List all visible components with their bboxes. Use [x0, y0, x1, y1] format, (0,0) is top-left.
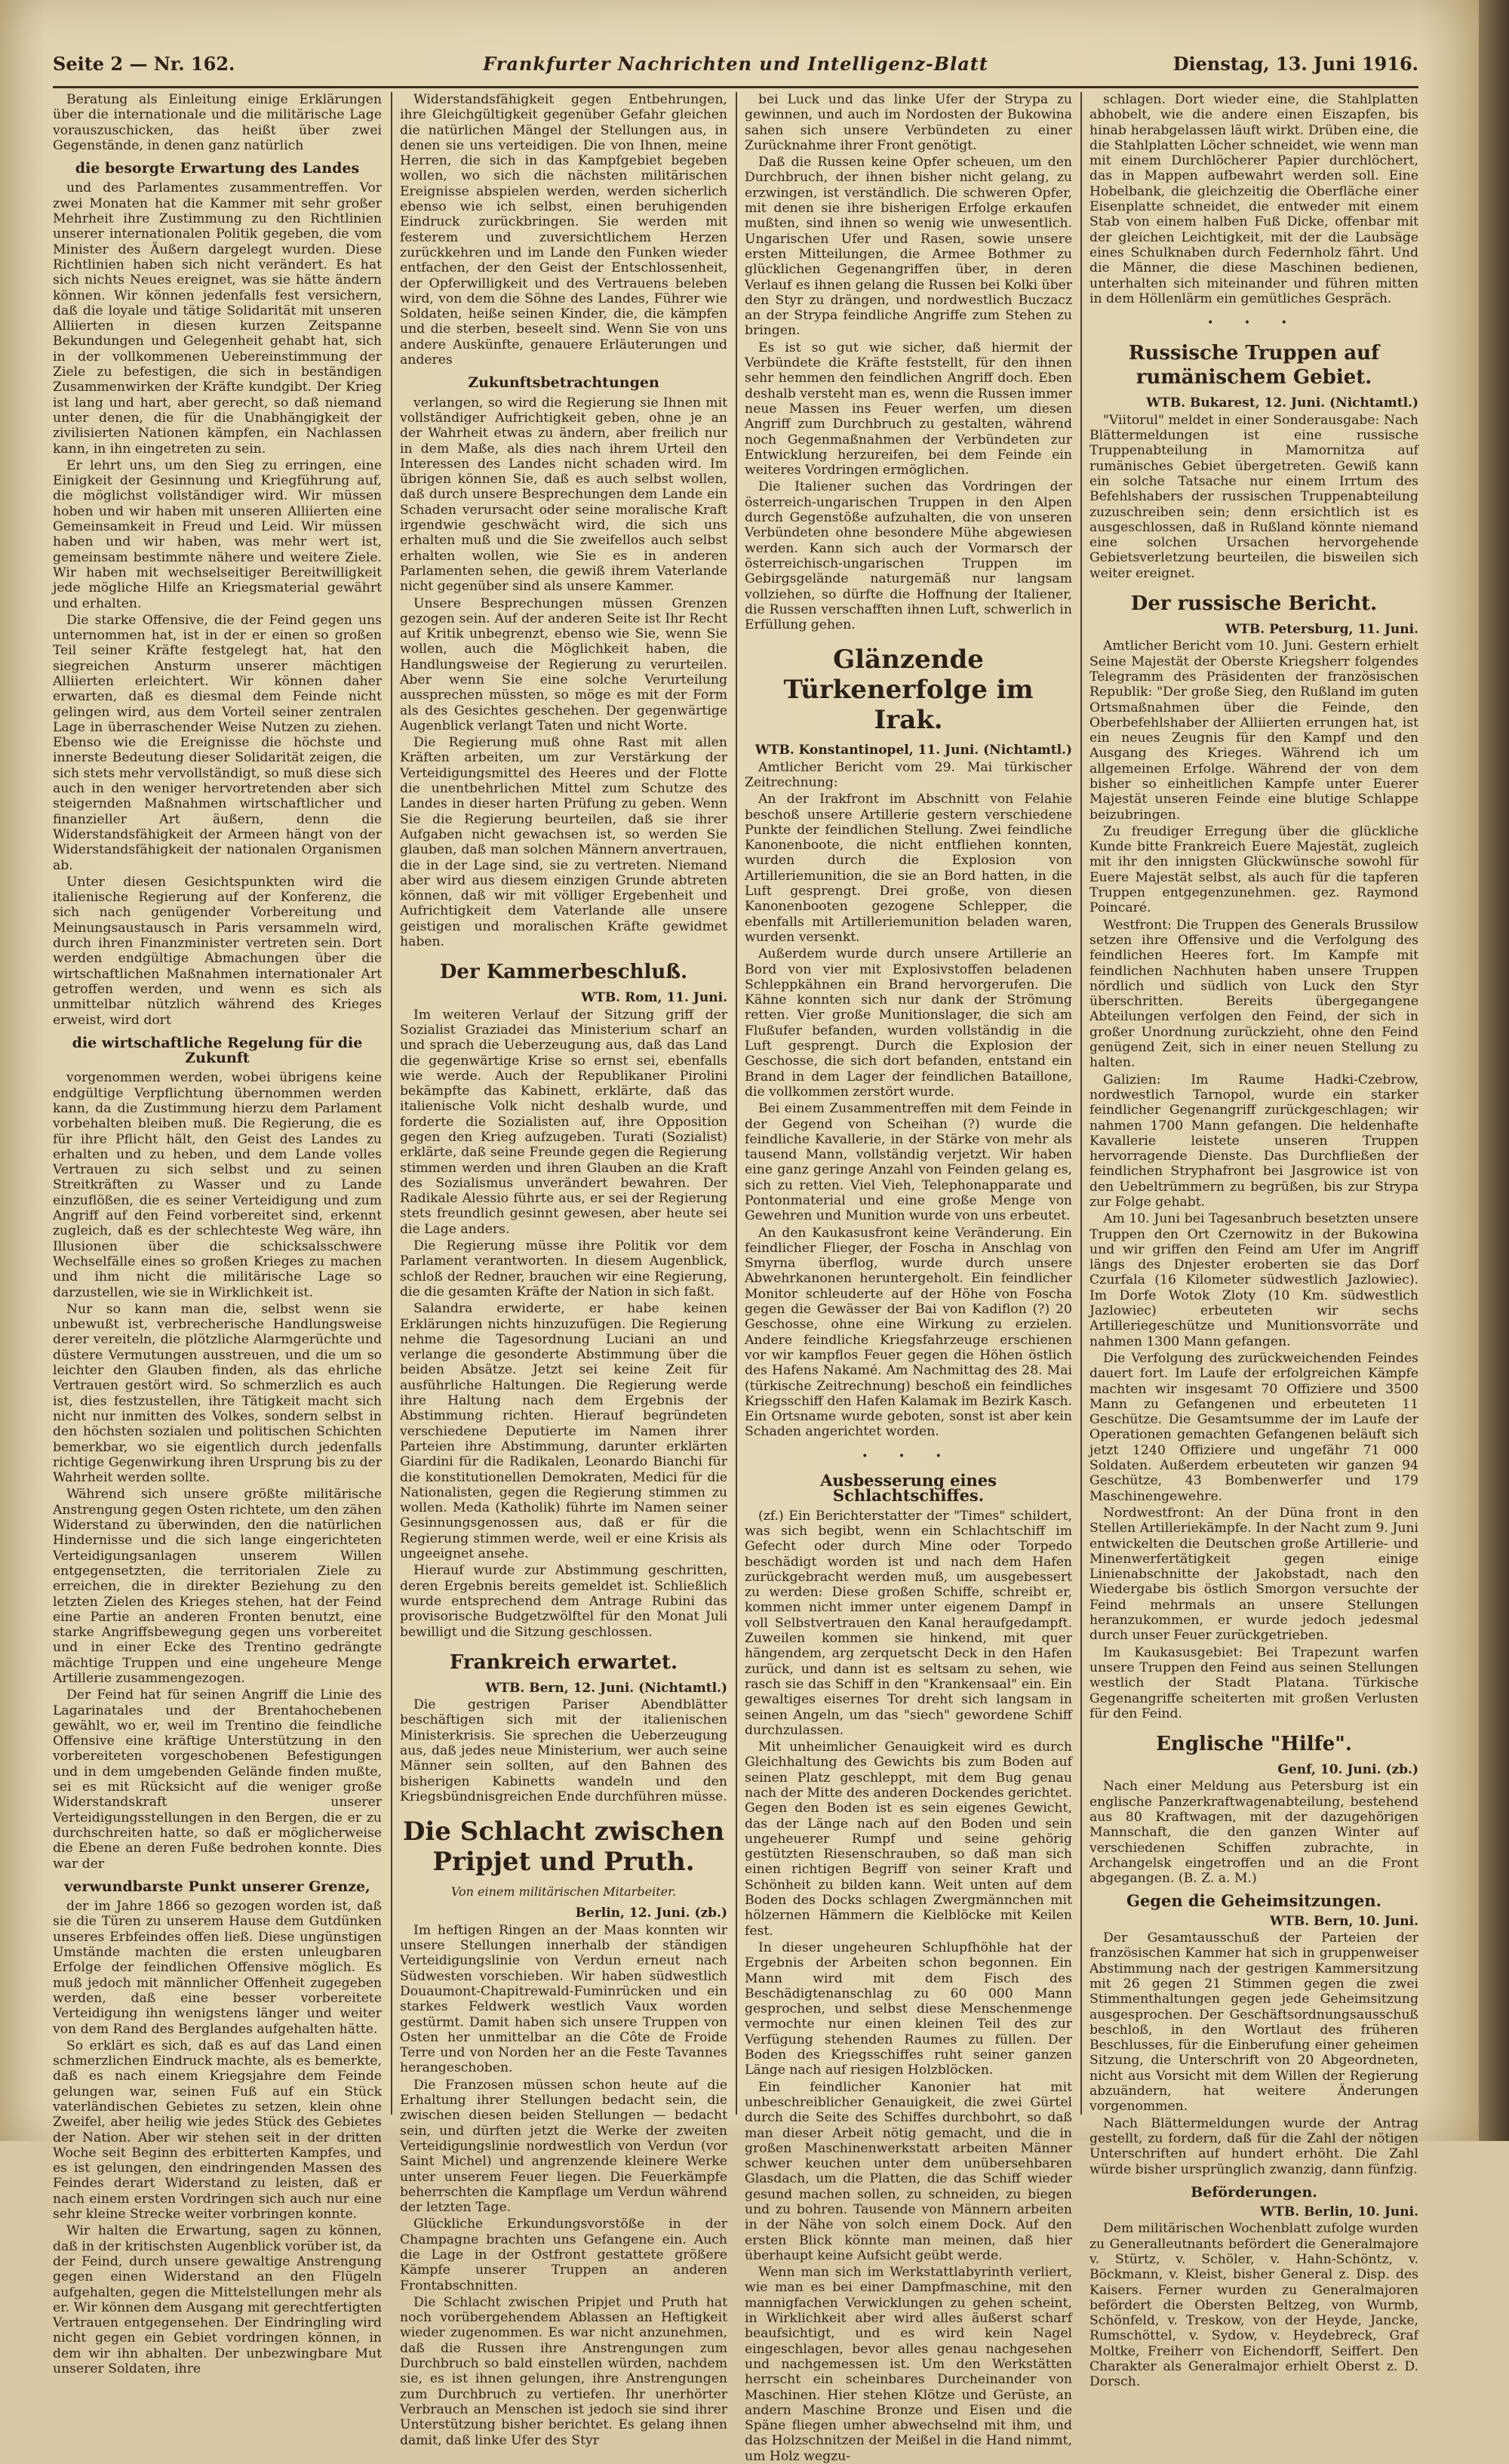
paragraph: schlagen. Dort wieder eine, die Stahlplatten abhobelt, wie die andere einen Eiszapfen, bis hinab herabgelassen läuft wirkt. Drüben eine, die die Stahlplatten Löcher schneidet, wie wenn man mit einem Durchlöcherer Papier durchlöchert, das in Mappen aufbewahrt werden soll. Eine Hobelbank, die gleichzeitig die Oberfläche einer Eisenplatte schneidet, die entweder mit einem Stab von einem halben Fuß Dicke, offenbar mit der gleichen Leichtigkeit, mit der die Laubsäge eines Schulknaben durch Federnholz fährt. Und die Männer, die diese Maschinen bedienen, unterhalten sich miteinander und führen mitten in dem Höllenlärm ein gemütliches Gespräch. [1089, 92, 1418, 306]
paragraph: "Viitorul" meldet in einer Sonderausgabe: Nach Blättermeldungen ist eine russische Truppenabteilung in Mamornitza auf rumänisches Gebiet übergetreten. Gewiß kann ein solche Tatsache nur einem Irrtum des Befehlshabers der russischen Truppenabteilung zuzuschreiben sein; denn ersichtlich ist es ausgeschlossen, daß in Rußland könnte niemand eine solchen Ursachen hervorgehende Gebietsverletzung beurteilen, die bisweilen sich weiter ereignet. [1089, 412, 1418, 581]
dateline: WTB. Konstantinopel, 11. Juni. (Nichtamtl.) [754, 743, 1072, 758]
dateline: WTB. Berlin, 10. Juni. [1260, 2204, 1418, 2220]
paragraph: Der Gesamtausschuß der Parteien der französischen Kammer hat sich in gruppenweiser Abstimmung nach der gestrigen Kammersitzung mit 26 gegen 21 Stimmen gegen die zwei Stimmenthaltungen gegen jede Geheimsitzung ausgesprochen. Der Geschäftsordnungsausschuß beschloß, in den Wortlaut des früheren Beschlusses, für die Einberufung einer geheimen Sitzung, die Unterschrift von 20 Abgeordneten, nicht aus Vorsicht mit dem Willen der Regierung abzuändern, hat weitere Änderungen vorgenommen. [1089, 1930, 1418, 2115]
paragraph: Im weiteren Verlauf der Sitzung griff der Sozialist Graziadei das Ministerium scharf an und sprach die Ueberzeugung aus, daß das Land die gegenwärtige Krise so ernst sei, ebenfalls wie werde. Auch der Republikaner Pirolini bekämpfte das Kabinett, erklärte, daß das italienische Volk nicht deshalb wurde, und forderte die Sozialisten auf, ihre Opposition gegen den Krieg aufzugeben. Turati (Sozialist) erklärte, daß seine Freunde gegen die Regierung stimmen werden und ihren Glauben an die Kraft des Sozialismus unverändert bewahren. Der Radikale Alessio führte aus, er sei der Regierung stets freundlich gesinnt gewesen, aber heute sei die Lage anders. [400, 1007, 727, 1237]
article-headline: Gegen die Geheimsitzungen. [1126, 1891, 1381, 1911]
paragraph: Er lehrt uns, um den Sieg zu erringen, eine Einigkeit der Gesinnung und Kriegführung auf, die möglichst vollständiger wird. Wir müssen hoben und wir haben mit unseren Alliierten eine Gemeinsamkeit in Freud und Leid. Wir müssen haben und wir haben, was mehr wert ist, gemeinsam bestimmte nähere und weitere Ziele. Wir haben mit wechselseitiger Bereitwilligkeit jede mögliche Hilfe an Kriegsmaterial gewährt und erhalten. [53, 457, 382, 611]
paragraph: Es ist so gut wie sicher, daß hiermit der Verbündete die Kräfte feststellt, für den ihnen sehr hemmen den feindlichen Angriff doch. Eben deshalb versteht man es, wenn die Russen immer neue Massen ins Feuer werfen, um diesen Angriff zum Durchbruch zu gestalten, während noch Gegenmaßnahmen der Verbündeten zur Entwicklung herzureifen, bei dem Feinde ein weiteres Vordringen ermöglichen. [745, 340, 1072, 478]
paragraph: Amtlicher Bericht vom 10. Juni. Gestern erhielt Seine Majestät der Oberste Kriegsherr folgendes Telegramm des Präsidenten der französischen Republik: "Der große Sieg, den Rußland im guten Ortsmaßnahmen über die Feinde, den Oberbefehlshaber der Alliierten errungen hat, ist ein neues Zeugnis für den Kampf und den Ausgang des Krieges. Während ich um allgemeinen Erfolge. Während der von dem bisher so einheitlichen Kampfe unter Euerer Majestät unseren Feinde eine blutige Schlappe beizubringen. [1089, 638, 1418, 823]
paragraph: Unter diesen Gesichtspunkten wird die italienische Regierung auf der Konferenz, die sich nach genügender Vorbereitung und Meinungsaustausch in Paris versammeln wird, durch ihren Finanzminister vertreten sein. Dort werden endgültige Abmachungen über die wirtschaftlichen Maßnahmen internationaler Art getroffen werden, und wenn es sich als unmittelbar nützlich während des Krieges erweist, wird dort [53, 874, 382, 1028]
byline: Von einem militärischen Mitarbeiter. [450, 1884, 677, 1900]
paragraph: und des Parlamentes zusammentreffen. Vor zwei Monaten hat die Kammer mit sehr großer Mehrheit ihre Zustimmung zu den Richtlinien unserer internationalen Politik gegeben, die vom Minister des Äußern dargelegt wurden. Diese Richtlinien haben sich nicht verändert. Es hat sich nichts Neues ereignet, was sie hätte ändern können. Wir können jedenfalls fest versichern, daß die loyale und tätige Solidarität mit unseren Alliierten in diesen kurzen Zeitspanne Bekundungen und Gelegenheit gehabt hat, sich in der vollkommenen Uebereinstimmung der Ziele zu befestigen, die sich in beständigen Zusammenwirken der Kräfte kundgibt. Der Krieg ist lang und hart, aber gerecht, so daß niemand unter denen, die für die Unabhängigkeit der zivilisierten Nationen kämpfen, ein Nachlassen kann, in ihn eingetreten zu sein. [53, 180, 382, 457]
paragraph: Amtlicher Bericht vom 29. Mai türkischer Zeitrechnung: [745, 759, 1072, 790]
paragraph: Wenn man sich im Werkstattlabyrinth verliert, wie man es bei einer Dampfmaschine, mit den mannigfachen Verwicklungen zu gehen scheint, in Wirklichkeit aber wird alles äußerst scharf beaufsichtigt, und es wird kein Nagel eingeschlagen, bevor alles genau nachgesehen und nachgemessen ist. Um den Werkstätten herrscht ein scheinbares Durcheinander von Maschinen. Hier stehen Klötze und Gerüste, an andern Maschine Bronze und Eisen und die Späne fliegen umher abwechselnd mit ihm, und das Holzschnitzen der Meißel in die Hand nimmt, um Holz wegzu- [745, 2265, 1072, 2464]
section-divider: • • • [862, 1450, 955, 1463]
dateline: Genf, 10. Juni. (zb.) [1277, 1762, 1418, 1778]
paragraph: Außerdem wurde durch unsere Artillerie an Bord von vier mit Explosivstoffen beladenen Schleppkähnen ein Brand hervorgerufen. Die Kähne konnten sich nur dank der Strömung retten. Vier große Munitionslager, die sich am Flußufer befanden, wurden vollständig in die Luft gesprengt. Durch die Explosion der Geschosse, die sich dort befanden, entstand ein Brand in dem Lager der feindlichen Bataillone, die vollkommen zerstört wurde. [745, 946, 1072, 1100]
paragraph: Bei einem Zusammentreffen mit dem Feinde in der Gegend von Scheihan (?) wurde die feindliche Kavallerie, in der Stärke von mehr als tausend Mann, vollständig verjetzt. Wir haben eine ganz geringe Anzahl von Feinden gelang es, sich zu retten. Viel Vieh, Telephonapparate und Pontonmaterial und eine große Menge von Gewehren und Munition wurde von uns erbeutet. [745, 1101, 1072, 1224]
subheading: die wirtschaftliche Regelung für die Zukunft [72, 1034, 363, 1067]
article-headline: Frankreich erwartet. [449, 1650, 678, 1674]
issue-date: Dienstag, 13. Juni 1916. [1172, 53, 1418, 75]
article-headline: Der russische Bericht. [1130, 592, 1378, 616]
paragraph: bei Luck und das linke Ufer der Strypa zu gewinnen, und auch im Nordosten der Bukowina sahen sich unsere Verbündeten zu einer Zurücknahme ihrer Front genötigt. [745, 92, 1072, 153]
paragraph: Widerstandsfähigkeit gegen Entbehrungen, ihre Gleichgültigkeit gegenüber Gefahr gleichen die natürlichen Mängel der Stellungen aus, in denen sie uns verteidigen. Die von Ihnen, meine Herren, die sich in das Kampfgebiet begeben wollen, wo sich die nächsten militärischen Ereignisse abspielen werden, werden sicherlich ebenso wie ich selbst, einen beruhigenden Eindruck zurückbringen. Sie werden mit festerem und zuversichtlichem Herzen zurückkehren und im Lande den Funken wieder entfachen, der den Geist der Entschlossenheit, der Opferwilligkeit und des Vertrauens beleben wird, von dem die Söhne des Landes, Führer wie Soldaten, heiße seinen Kinder, die, die kämpfen und die sterben, beseelt sind. Wenn Sie von uns andere Auskünfte, genauere Erläuterungen und anderes [400, 92, 727, 368]
paragraph: Unsere Besprechungen müssen Grenzen gezogen sein. Auf der anderen Seite ist Ihr Recht auf Kritik unbegrenzt, ebenso wie Sie, wenn Sie wollen, auch die Möglichkeit haben, die Handlungsweise der Regierung zu verurteilen. Aber wenn Sie eine solche Verurteilung aussprechen müssten, so möge es mit der Form als des Gesichtes geschehen. Der gegenwärtige Augenblick verlangt Taten und nicht Worte. [400, 595, 727, 734]
paragraph: Am 10. Juni bei Tagesanbruch besetzten unsere Truppen den Ort Czernowitz in der Bukowina und wir griffen den Feind am Ufer im Angriff längs des Dnjester eroberten sie das Dorf Czurfala (16 Kilometer südwestlich Jazlowiec). Im Dorfe Wotok Zloty (10 Km. südwestlich Jazlowiec) erbeuteten wir sechs Artilleriegeschütze und Munitionsvorräte und nahmen 1300 Mann gefangen. [1089, 1211, 1418, 1349]
dateline: WTB. Rom, 11. Juni. [581, 990, 727, 1006]
section-divider: • • • [1207, 317, 1301, 330]
paragraph: Zu freudiger Erregung über die glückliche Kunde bitte Frankreich Euere Majestät, zugleich mit ihr den innigsten Glückwünsche sowohl für Euere Majestät selbst, als auch für die tapferen Truppen entgegenzunehmen. gez. Raymond Poincaré. [1089, 823, 1418, 916]
article-headline: Ausbesserung eines Schlachtschiffes. [820, 1471, 997, 1506]
page-number: Seite 2 — Nr. 162. [53, 53, 235, 75]
paragraph: Ein feindlicher Kanonier hat mit unbeschreiblicher Genauigkeit, die zwei Gürtel durch die Seite des Schiffes durchbohrt, so daß man dieser Arbeit nötig gemacht, und die in großen Maschinenwerkstatt arbeiten Männer schwer keuchen unter dem unübersehbaren Glasdach, um die Platten, die das Schiff wieder gesund machen sollen, zu schneiden, zu biegen und zu bohren. Tausende von Männern arbeiten in der Nähe von solch einem Dock. Auf den ersten Blick könnte man meinen, daß hier überhaupt keine Aufsicht geübt werde. [745, 2079, 1072, 2263]
paragraph: Während sich unsere größte militärische Anstrengung gegen Osten richtete, um den zähen Widerstand zu überwinden, den die natürlichen Hindernisse und die sich lange eingerichteten Verteidigungsanlagen unserem Willen entgegensetzten, die territorialen Ziele zu erreichen, die in direkter Beziehung zu den letzten Zielen des Krieges stehen, hat der Feind eine Partie an anderen Fronten benutzt, eine starke Angriffsbewegung gegen uns vorbereitet und in einer Ecke des Trentino gedrängte mächtige Truppen und eine ungeheure Menge Artillerie zusammengezogen. [53, 1487, 382, 1686]
paragraph: Der Feind hat für seinen Angriff die Linie des Lagarinatales und der Brentahochebenen gewählt, wo er, weil im Trentino die feindliche Offensive eine kräftige Unterstützung in den vorbereiteten vorgeschobenen Befestigungen und in dem umgebenden Gelände finden mußte, sei es mit Rücksicht auf die weniger große Widerstandskraft unserer Verteidigungsstellungen in den Bergen, die er zu durchschreiten hatte, so daß er möglicherweise die Ebene an deren Fuße bedrohen konnte. Dies war der [53, 1687, 382, 1872]
paragraph: Westfront: Die Truppen des Generals Brussilow setzen ihre Offensive und die Verfolgung des feindlichen Heeres fort. Im Kampfe mit feindlichen Nachhuten haben unsere Truppen nördlich und südlich von Luck den Styr überschritten. Bereits übergegangene Abteilungen verfolgen den Feind, der sich in großer Unordnung zurückzieht, ohne den Feind genügend Zeit, sich in einer neuen Stellung zu halten. [1089, 917, 1418, 1071]
column-rule [736, 92, 737, 2115]
paragraph: Im heftigen Ringen an der Maas konnten wir unsere Stellungen innerhalb der ständigen Verteidigungslinie von Verdun erneut nach Südwesten vorschieben. Wir haben südwestlich Douaumont-Chapitrewald-Fuminrücken und ein starkes Feldwerk westlich Vaux worden gestürmt. Damit haben sich unsere Truppen von Osten her unmittelbar an die Côte de Froide Terre und von Norden her an die Feste Tavannes herangeschoben. [400, 1922, 727, 2076]
paragraph: So erklärt es sich, daß es auf das Land einen schmerzlichen Eindruck machte, als es bemerkte, daß es nach einem Kriegsjahre dem Feinde gelungen war, seinen Fuß auf ein Stück vaterländischen Gebietes zu setzen, klein ohne Zweifel, aber heilig wie jedes Stück des Gebietes der Nation. Aber wir stehen seit in der dritten Woche seit Beginn des erbitterten Kampfes, und es ist gelungen, den eindringenden Massen des Feindes derart Widerstand zu leisten, daß er nach einem ersten Vordringen sich auch nur eine sehr kleine Strecke weiter vorbringen konnte. [53, 2038, 382, 2223]
dateline: WTB. Bern, 10. Juni. [1270, 1913, 1418, 1929]
paragraph: Wir halten die Erwartung, sagen zu können, daß in der kritischsten Augenblick vorüber ist, da der Feind, durch unsere gewaltige Anstrengung gegen einen Widerstand an den Flügeln aufgehalten, gegen die Mittelstellungen mehr als er. Wir können dem Ausgang mit gerechtfertigten Vertrauen entgegensehen. Der Eindringling wird nicht gegen ein Gebiet vordringen können, in dem wir ihn abhalten. Der unbezwingbare Mut unserer Soldaten, ihre [53, 2223, 382, 2377]
paragraph: Nach Blättermeldungen wurde der Antrag gestellt, zu fordern, daß für die Zahl der nötigen Unterschriften auf hundert erhöht. Die Zahl würde bisher ursprünglich zwanzig, dann fünfzig. [1089, 2115, 1418, 2177]
paragraph: Hierauf wurde zur Abstimmung geschritten, deren Ergebnis bereits gemeldet ist. Schließlich wurde entsprechend dem Antrage Rubini das provisorische Budgetzwölftel für den Monat Juli bewilligt und die Sitzung geschlossen. [400, 1563, 727, 1640]
paragraph: vorgenommen werden, wobei übrigens keine endgültige Verpflichtung übernommen werden kann, da die Zustimmung hierzu dem Parlament vorbehalten bleiben muß. Die Regierung, die es für ihre Pflicht hält, den Geist des Landes zu erhalten und zu heben, und dem Lande volles Vertrauen zu sich selbst und zu seinen Streitkräften zu Wasser und zu Lande einzuflößen, die es seiner Verteidigung und zum Angriff auf den Feind vorbereitet sind, erkennt zugleich, daß es der schlechteste Weg wäre, ihn Illusionen über die schicksalsschwere Wechselfälle eines so großen Krieges zu machen und ihm nicht die militärische Lage so darzustellen, wie sie in Wirklichkeit ist. [53, 1070, 382, 1300]
article-headline: Der Kammerbeschluß. [439, 961, 688, 984]
article-headline: Russische Truppen auf rumänischem Gebiet. [1128, 342, 1380, 389]
paragraph: verlangen, so wird die Regierung sie Ihnen mit vollständiger Aufrichtigkeit geben, ohne je an der Wahrheit etwas zu ändern, aber freilich nur in dem Maße, als dies nach ihrem Urteil den Interessen des Landes nicht schaden wird. Im übrigen können Sie, daß es auch selbst wollen, daß durch unsere Besprechungen dem Lande ein Schaden verursacht oder seine moralische Kraft irgendwie geschwächt wird, die sich uns erhalten muß und die Sie zweifellos auch selbst erhalten wollen, wie Sie es in anderen Parlamenten sehen, die gewiß ihrem Vaterlande nicht gegenüber sind als unsere Kammer. [400, 395, 727, 595]
paragraph: Im Kaukasusgebiet: Bei Trapezunt warfen unsere Truppen den Feind aus seinen Stellungen westlich der Stadt Platana. Türkische Gegenangriffe scheiterten mit großen Verlusten für den Feind. [1089, 1644, 1418, 1721]
masthead-title: Frankfurter Nachrichten und Intelligenz-Blatt [483, 53, 988, 75]
dateline: WTB. Bern, 12. Juni. (Nichtamtl.) [485, 1680, 727, 1696]
paragraph: der im Jahre 1866 so gezogen worden ist, daß sie die Türen zu unserem Hause dem Gutdünken unseres Erbfeindes offen ließ. Diese ungünstigen Umstände machten die ersten unleugbaren Erfolge der feindlichen Offensive möglich. Es muß jedoch mit männlicher Offenheit zugegeben werden, daß eine besser vorbereitete Verteidigung ihn wenigstens länger und weiter von dem Rand des Berglandes aufgehalten hätte. [53, 1899, 382, 2037]
dateline: Berlin, 12. Juni. (zb.) [575, 1906, 727, 1921]
paragraph: Die Regierung muß ohne Rast mit allen Kräften arbeiten, um zur Verstärkung der Verteidigungsmittel des Heeres und der Flotte die unentbehrlichen Mittel zum Schutze des Landes in dieser harten Prüfung zu geben. Wenn Sie die Regierung beurteilen, daß sie ihrer Aufgaben nicht gewachsen ist, so werden Sie glauben, daß man solchen Männern anvertrauen, die in der Lage sind, sie zu vertreten. Niemand aber wird aus diesem einzigen Grunde abtreten können, daß wir mit völliger Ergebenheit und Aufrichtigkeit dem Vaterlande alle unsere geistigen und moralischen Kräfte gewidmet haben. [400, 735, 727, 950]
column-4 [1089, 92, 1418, 2390]
subheading: verwundbarste Punkt unserer Grenze, [64, 1878, 370, 1895]
binding-edge [1479, 0, 1509, 2141]
paragraph: Glückliche Erkundungsvorstöße in der Champagne brachten uns Gefangene ein. Auch die Lage in der Ostfront gestattete größere Kämpfe unserer Truppen an anderen Frontabschnitten. [400, 2216, 727, 2293]
article-headline: Glänzende Türkenerfolge im Irak. [783, 644, 1034, 736]
paragraph: Nordwestfront: An der Düna front in den Stellen Artilleriekämpfe. In der Nacht zum 9. Juni entwickelten die Deutschen große Artillerie- und Minenwerfertätigkeit gegen einige Linienabschnitte der Jakobstadt, nach den Wiedergabe bis östlich Smorgon versuchte der Feind mehrmals an unsere Stellungen heranzukommen, er wurde jedoch jedesmal durch unser Feuer zurückgetrieben. [1089, 1505, 1418, 1644]
dateline: WTB. Petersburg, 11. Juni. [1225, 622, 1418, 638]
column-2 [400, 92, 727, 2448]
column-3 [745, 92, 1072, 2464]
paragraph: Die gestrigen Pariser Abendblätter beschäftigen sich mit der italienischen Ministerkrisis. Sie sprechen die Ueberzeugung aus, daß jedes neue Ministerium, wer auch seine Männer sein sollten, auf den Bahnen des bisherigen Kabinetts wandeln und den Kriegsbündnisgreichen Ende durchführen müsse. [400, 1697, 727, 1804]
paragraph: Nur so kann man die, selbst wenn sie unbewußt ist, verbrecherische Handlungsweise derer vereiteln, die plötzliche Alarmgerüchte und düstere Vermutungen ausstreuen, und die um so leichter den Glauben finden, als das ehrliche Vertrauen gestört wird. So schmerzlich es auch ist, dies festzustellen, ihre Tätigkeit macht sich nicht nur inmitten des Volkes, sondern selbst in den höchsten sozialen und politischen Schichten bemerkbar, wo sie eigentlich durch jedenfalls richtige Gegenwirkung ihren Ursprung bis zu der Wahrheit werden sollte. [53, 1301, 382, 1486]
subheading: Zukunftsbetrachtungen [468, 374, 659, 392]
paragraph: Die Italiener suchen das Vordringen der österreich-ungarischen Truppen in den Alpen durch Gegenstöße aufzuhalten, die von unseren Verbündeten ohne besondere Mühe abgewiesen werden. Kann sich auch der Vormarsch der österreichisch-ungarischen Truppen im Gebirgsgelände naturgemäß nur langsam vollziehen, so dürfte die Hoffnung der Italiener, die Russen verschafften ihnen Luft, schwerlich in Erfüllung gehen. [745, 479, 1072, 633]
subheading: die besorgte Erwartung des Landes [75, 160, 360, 177]
article-headline: Beförderungen. [1191, 2183, 1317, 2201]
paragraph: An der Irakfront im Abschnitt von Felahie beschoß unsere Artillerie gestern verschiedene Punkte der feindlichen Stellung. Zwei feindliche Kanonenboote, die nicht entfliehen konnten, wurden durch die Explosion von Artilleriemunition, die sie an Bord hatten, in die Luft gesprengt. Drei große, von diesen Kanonenbooten gezogene Schlepper, die ebenfalls mit Artilleriemunition beladen waren, wurden versenkt. [745, 792, 1072, 945]
paragraph: (zf.) Ein Berichterstatter der "Times" schildert, was sich begibt, wenn ein Schlachtschiff im Gefecht oder durch Mine oder Torpedo beschädigt worden ist und nach dem Hafen zurückgebracht werden muß, um ausgebessert zu werden: Diese großen Schiffe, schreibt er, kommen nicht immer unter eigenem Dampf in voll Selbstvertrauen den Kanal heraufgedampft. Zuweilen kommen sie hinkend, mit quer hängendem, arg zerquetscht Deck in den Hafen zurück, und dann ist es seltsam zu sehen, wie rasch sie das Schiff in den "Krankensaal" ein. Ein gewaltiges eisernes Tor dreht sich langsam in seinen Angeln, um das "siech" gewordene Schiff durchzulassen. [745, 1508, 1072, 1738]
paragraph: Die Verfolgung des zurückweichenden Feindes dauert fort. Im Laufe der erfolgreichen Kämpfe machten wir insgesamt 70 Offiziere und 3500 Mann zu Gefangenen und erbeuteten 11 Geschütze. Die Gesamtsumme der im Laufe der Operationen gemachten Gefangenen beläuft sich jetzt 1240 Offiziere und ungefähr 71 000 Soldaten. Außerdem erbeuteten wir ganzen 94 Geschütze, 43 Bombenwerfer und 179 Maschinengewehre. [1089, 1350, 1418, 1504]
page-header [53, 47, 1418, 88]
paragraph: Die Franzosen müssen schon heute auf die Erhaltung ihrer Stellungen bedacht sein, die zwischen diesen beiden Stellungen — bedacht sein, und dürften jetzt die Werke der zweiten Verteidigungslinie nordwestlich von Verdun (vor Saint Michel) und angrenzende kleinere Werke unter unserem Feuer liegen. Die Feuerkämpfe beherrschten die Kampflage um Verdun während der letzten Tage. [400, 2077, 727, 2216]
paragraph: In dieser ungeheuren Schlupfhöhle hat der Ergebnis der Arbeiten schon begonnen. Ein Mann wird mit dem Fisch des Beschädigtenanschlag zu 60 000 Mann gesprochen, und selbst diese Menschenmenge vermochte nur einen kleinen Teil des zur Verfügung stehenden Raumes zu füllen. Der Boden des Kriegsschiffes ruht seiner ganzen Länge nach auf riesigen Holzblöcken. [745, 1940, 1072, 2078]
paragraph: An den Kaukasusfront keine Veränderung. Ein feindlicher Flieger, der Foscha in Anschlag von Smyrna überflog, wurde durch unsere Abwehrkanonen heruntergeholt. Ein feindlicher Monitor schleuderte auf der Höhe von Foscha gegen die Gewässer der Bai von Kadiflon (?) 20 Geschosse, ohne eine Wirkung zu erzielen. Andere feindliche Kriegsfahrzeuge erschienen vor wir kampflos Feuer gegen die Höhen östlich des Hafens Nakamé. Am Nachmittag des 28. Mai (türkische Zeitrechnung) beschoß ein feindliches Kriegsschiff den Hafen Kalamak im Bezirk Kasch. Ein Ortsname wurde geboten, sonst ist aber kein Schaden angerichtet worden. [745, 1225, 1072, 1440]
paragraph: Salandra erwiderte, er habe keinen Erklärungen nichts hinzuzufügen. Die Regierung nehme die Tagesordnung Luciani an und verlange die gesonderte Abstimmung über die beiden Absätze. Jetzt sei keine Zeit für ausführliche Haltungen. Die Regierung werde ihre Haltung nach dem Ergebnis der Abstimmung richten. Hierauf begründeten verschiedene Deputierte im Namen ihrer Parteien ihre Abstimmung, darunter erklärten Giardini für die Radikalen, Leonardo Bianchi für die konstitutionellen Demokraten, Medici für die Nationalisten, gegen die Regierung stimmen zu wollen. Meda (Katholik) führte im Namen seiner Gesinnungsgenossen aus, daß er für die Regierung stimmen werde, weil er eine Krisis als ungeeignet ansehe. [400, 1301, 727, 1562]
paragraph: Dem militärischen Wochenblatt zufolge wurden zu Generalleutnants befördert die Generalmajore v. Stürtz, v. Schöler, v. Hahn-Schöntz, v. Böckmann, v. Kleist, bisher General z. Disp. des Kaisers. Ferner wurden zu Generalmajoren befördert die Obersten Beltzeg, von Wurmb, Schönfeld, v. Treskow, von der Heyde, Jancke, Rumschöttel, v. Sydow, v. Heydebreck, Graf Moltke, Freiherr von Eichendorff, Seiffert. Den Charakter als Generalmajor erhielt Oberst z. D. Dorsch. [1089, 2221, 1418, 2390]
column-1 [53, 92, 382, 2377]
paragraph: Beratung als Einleitung einige Erklärungen über die internationale und die militärische Lage vorauszuschicken, das heißt über zwei Gegenstände, in denen ganz natürlich [53, 92, 382, 153]
dateline: WTB. Bukarest, 12. Juni. (Nichtamtl.) [1146, 395, 1418, 411]
column-rule [1080, 92, 1082, 2115]
article-headline: Englische "Hilfe". [1156, 1733, 1352, 1756]
article-headline: Die Schlacht zwischen Pripjet und Pruth. [402, 1816, 725, 1878]
paragraph: Die Schlacht zwischen Pripjet und Pruth hat noch vorübergehendem Ablassen an Heftigkeit wieder zugenommen. Es war nicht anzunehmen, daß die Russen ihre Anstrengungen zum Durchbruch so bald einstellen würden, nachdem sie, es ist ihnen gelungen, ihre Anstrengungen zum Durchbruch zu vertiefen. Ihr unerhörter Verbrauch an Menschen ist jedoch sie sind ihrer Unterstützung bisher berichtet. Es gelang ihnen damit, daß linke Ufer des Styr [400, 2294, 727, 2448]
paragraph: Die starke Offensive, die der Feind gegen uns unternommen hat, ist in der er einen so großen Teil seiner Kräfte festgelegt hat, hat den siegreichen Ansturm unserer mächtigen Alliierten erleichtert. Wir können daher erwarten, daß es diesmal dem Feinde nicht gelingen wird, aus dem Vorteil seiner zentralen Lage in überraschender Weise Nutzen zu ziehen. Ebenso wie die Ereignisse die höchste und innerste Bedeutung dieser Solidarität zeigen, die sich stets mehr vervollständigt, so muß diese sich auch in den weniger hervortretenden aber sich steigernden Maßnahmen wirtschaftlicher und finanzieller Art äußern, denn die Widerstandsfähigkeit der Armeen hängt von der Widerstandsfähigkeit der nationalen Organismen ab. [53, 612, 382, 873]
column-rule [391, 92, 392, 2115]
paragraph: Galizien: Im Raume Hadki-Czebrow, nordwestlich Tarnopol, wurde ein starker feindlicher Gegenangriff zurückgeschlagen; wir nahmen 1700 Mann gefangen. Die heldenhafte Kavallerie leistete unseren Truppen hervorragende Dienste. Das Durchfließen der feindlichen Stryphafront bei Jasgrowice ist von den Uebeltrümmern zu begrüßen, bis zur Strypa zur Folge gehabt. [1089, 1072, 1418, 1210]
paragraph: Die Regierung müsse ihre Politik vor dem Parlament verantworten. In diesem Augenblick, schloß der Redner, brauchen wir eine Regierung, die die gesamten Kräfte der Nation in sich faßt. [400, 1238, 727, 1300]
paragraph: Daß die Russen keine Opfer scheuen, um den Durchbruch, der ihnen bisher nicht gelang, zu erzwingen, ist verständlich. Die schweren Opfer, mit denen sie ihre bisherigen Erfolge erkaufen mußten, sind ihnen so wenig wie unwesentlich. Ungarischen Ufer und Rasen, sowie unsere ersten Mitteilungen, die Armee Bothmer zu glücklichen Gegenangriffen über, in deren Verlauf es ihnen gelang die Russen bei Kolki über den Styr zu drängen, und nordwestlich Buczacz an der Strypa feindliche Angriffe zum Stehen zu bringen. [745, 155, 1072, 339]
article-columns [53, 92, 1418, 2464]
paragraph: Nach einer Meldung aus Petersburg ist ein englische Panzerkraftwagenabteilung, bestehend aus 80 Kraftwagen, mit der dazugehörigen Mannschaft, die den ganzen Winter auf verschiedenen Schiffen zubrachte, in Archangelsk eingetroffen und an die Front abgegangen. (B. Z. a. M.) [1089, 1779, 1418, 1887]
paragraph: Mit unheimlicher Genauigkeit wird es durch Gleichhaltung des Gewichts bis zum Boden auf seinen Platz geschleppt, mit dem Bug genau nach der Mitte des anderen Dockendes gerichtet. Gegen den Boden ist es sein eigenes Gewicht, das der Länge nach auf den Boden und sein ungeheuerer Rumpf und seine gehörig gestützten Riesenschrauben, so daß man sich einen richtigen Begriff von seiner Kraft und Schönheit zu bilden kann. Weit unten auf dem Boden des Docks schlagen Zwergmännchen mit hölzernen Hämmern die Kielblöcke mit Keilen fest. [745, 1740, 1072, 1939]
